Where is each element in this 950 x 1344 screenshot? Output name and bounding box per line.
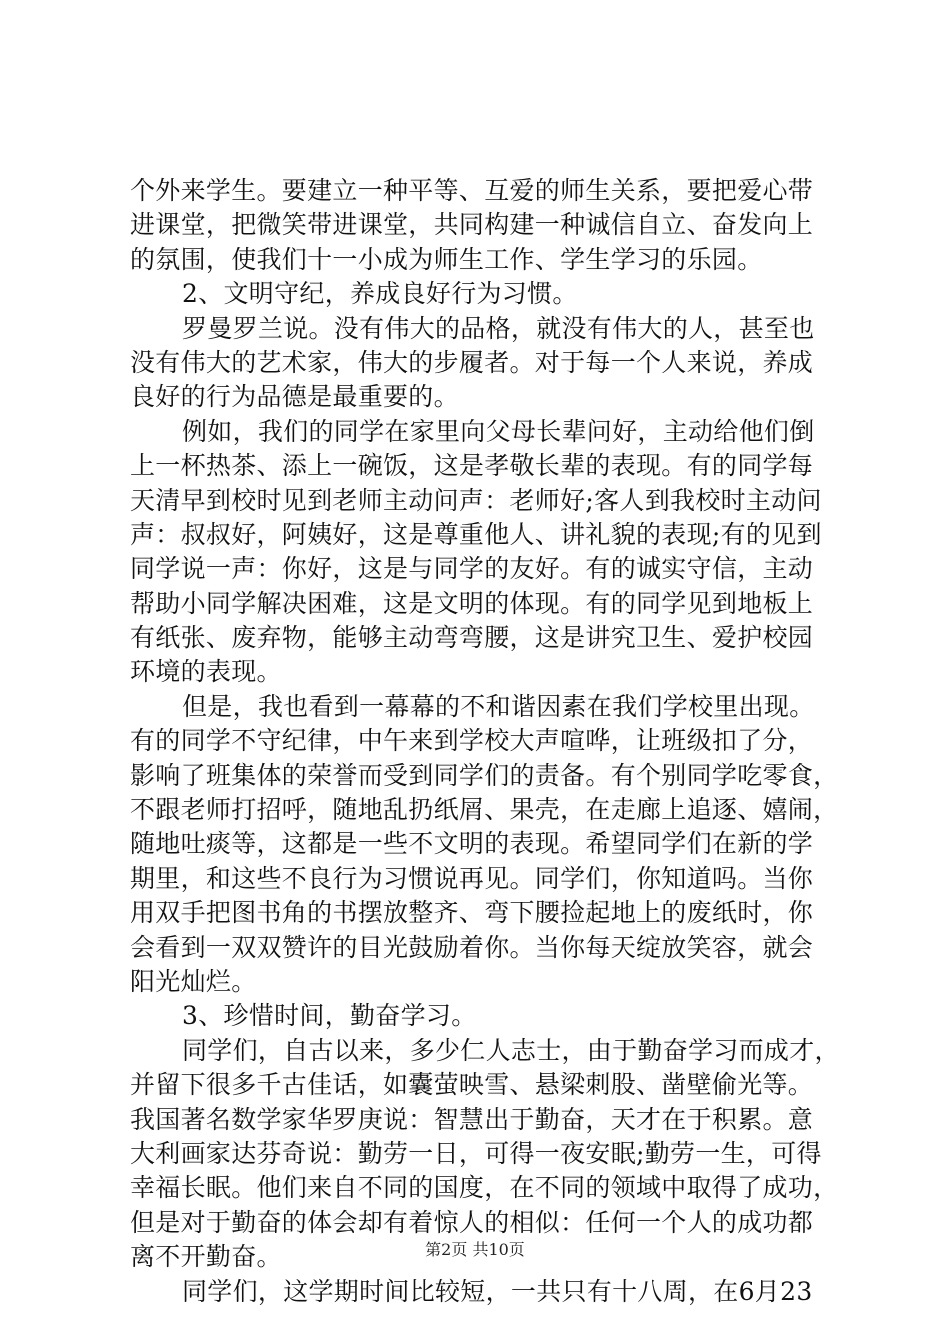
text-line: 上一杯热茶、添上一碗饭，这是孝敬长辈的表现。有的同学每 <box>130 451 814 481</box>
text-line: 3、珍惜时间，勤奋学习。 <box>182 1001 477 1031</box>
text-line: 影响了班集体的荣誉而受到同学们的责备。有个别同学吃零食， <box>130 760 839 790</box>
text-line: 2、文明守纪，养成良好行为习惯。 <box>182 279 578 309</box>
text-line: 没有伟大的艺术家，伟大的步履者。对于每一个人来说，养成 <box>130 347 814 377</box>
text-line: 同学们，这学期时间比较短，一共只有十八周，在6月23 <box>182 1276 813 1306</box>
text-line: 声：叔叔好，阿姨好，这是尊重他人、讲礼貌的表现;有的见到 <box>130 519 822 549</box>
text-line: 帮助小同学解决困难，这是文明的体现。有的同学见到地板上 <box>130 588 814 618</box>
text-line: 随地吐痰等，这都是一些不文明的表现。希望同学们在新的学 <box>130 829 814 859</box>
text-line: 我国著名数学家华罗庚说：智慧出于勤奋，天才在于积累。意 <box>130 1104 814 1134</box>
text-line: 同学们，自古以来，多少仁人志士，由于勤奋学习而成才， <box>182 1035 840 1065</box>
text-line: 进课堂，把微笑带进课堂，共同构建一种诚信自立、奋发向上 <box>130 210 814 240</box>
text-line: 离不开勤奋。 <box>130 1242 282 1272</box>
text-line: 同学说一声：你好，这是与同学的友好。有的诚实守信，主动 <box>130 554 814 584</box>
page-footer: 第2页 共10页 <box>425 1240 525 1259</box>
text-line: 会看到一双双赞许的目光鼓励着你。当你每天绽放笑容，就会 <box>130 932 814 962</box>
text-line: 但是，我也看到一幕幕的不和谐因素在我们学校里出现。 <box>182 691 815 721</box>
text-line: 但是对于勤奋的体会却有着惊人的相似：任何一个人的成功都 <box>130 1207 814 1237</box>
text-line: 良好的行为品德是最重要的。 <box>130 382 459 412</box>
text-line: 并留下很多千古佳话，如囊萤映雪、悬梁刺股、凿壁偷光等。 <box>130 1070 814 1100</box>
text-line: 期里，和这些不良行为习惯说再见。同学们，你知道吗。当你 <box>130 863 814 893</box>
text-line: 不跟老师打招呼，随地乱扔纸屑、果壳，在走廊上追逐、嬉闹， <box>130 795 839 825</box>
text-line: 的氛围，使我们十一小成为师生工作、学生学习的乐园。 <box>130 244 763 274</box>
text-line: 罗曼罗兰说。没有伟大的品格，就没有伟大的人，甚至也 <box>182 313 815 343</box>
text-line: 大利画家达芬奇说：勤劳一日，可得一夜安眠;勤劳一生，可得 <box>130 1138 822 1168</box>
text-line: 天清早到校时见到老师主动问声：老师好;客人到我校时主动问 <box>130 485 822 515</box>
text-line: 个外来学生。要建立一种平等、互爱的师生关系，要把爱心带 <box>130 176 814 205</box>
text-line: 幸福长眠。他们来自不同的国度，在不同的领域中取得了成功， <box>130 1173 839 1203</box>
text-line: 有的同学不守纪律，中午来到学校大声喧哗，让班级扣了分， <box>130 726 814 756</box>
text-line: 用双手把图书角的书摆放整齐、弯下腰捡起地上的废纸时，你 <box>130 898 814 928</box>
document-body <box>130 174 840 1309</box>
text-line: 阳光灿烂。 <box>130 966 257 996</box>
text-line: 有纸张、废弃物，能够主动弯弯腰，这是讲究卫生、爱护校园 <box>130 623 814 653</box>
text-line: 环境的表现。 <box>130 657 282 687</box>
text-line: 例如，我们的同学在家里向父母长辈问好，主动给他们倒 <box>182 416 815 446</box>
